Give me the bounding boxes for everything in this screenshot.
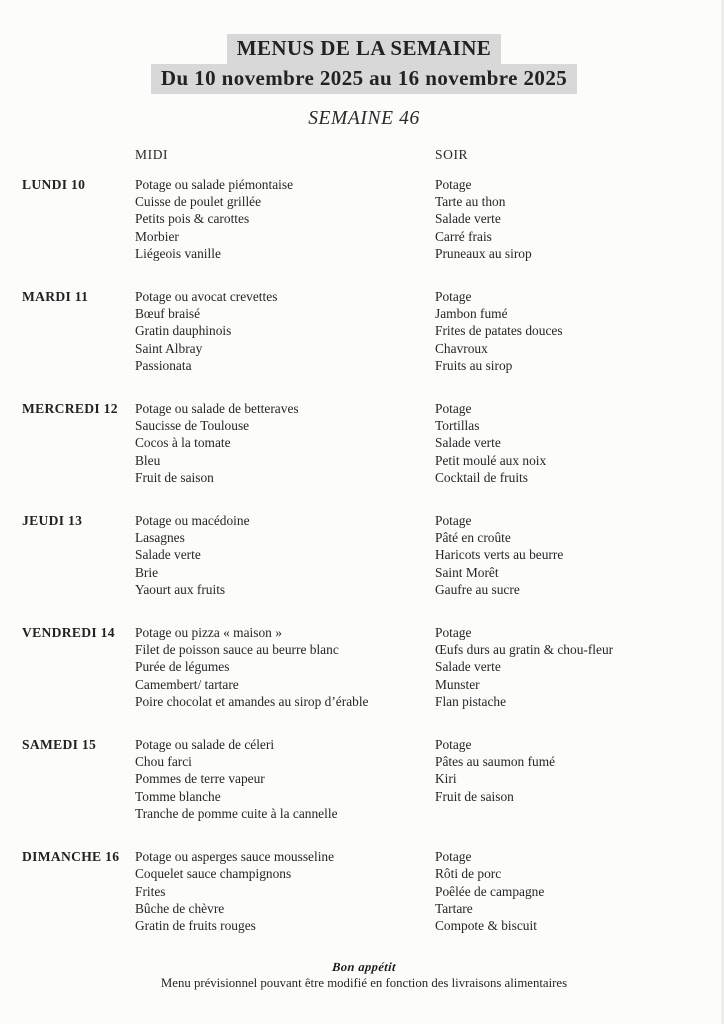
menu-item: Purée de légumes: [135, 659, 230, 675]
soir-items: [435, 288, 706, 374]
column-headers: [22, 147, 706, 163]
midi-items: [135, 848, 435, 934]
menu-item: Potage: [435, 289, 472, 305]
menu-item: Potage ou salade piémontaise: [135, 177, 294, 192]
document-header: [22, 34, 706, 94]
menu-item: Potage: [435, 737, 472, 753]
date-range: Du 10 novembre 2025 au 16 novembre 2025: [151, 64, 577, 94]
menu-item: Saint Morêt: [435, 564, 499, 580]
day-row: [22, 176, 706, 262]
disclaimer-note: Menu prévisionnel pouvant être modifié en fonction des livraisons alimentaires: [160, 976, 568, 991]
day-label: MERCREDI 12: [22, 401, 118, 417]
day-row: [22, 848, 706, 934]
title-line-2: [22, 64, 706, 94]
menu-item: Œufs durs au gratin & chou-fleur: [435, 642, 614, 658]
menu-item: Frites: [135, 883, 166, 899]
menu-item: Saucisse de Toulouse: [135, 418, 250, 434]
menu-item: Jambon fumé: [435, 306, 508, 322]
menu-item: Cuisse de poulet grillée: [135, 194, 262, 210]
day-row: [22, 624, 706, 710]
menu-item: Filet de poisson sauce au beurre blanc: [135, 642, 339, 658]
menu-item: Tomme blanche: [135, 788, 221, 804]
day-row: [22, 400, 706, 486]
midi-items: [135, 736, 435, 822]
menu-item: Potage: [435, 513, 472, 529]
menu-item: Fruits au sirop: [435, 357, 513, 373]
menu-item: Salade verte: [435, 435, 501, 451]
menu-item: Potage ou avocat crevettes: [135, 289, 278, 305]
menu-item: Salade verte: [135, 547, 201, 563]
menu-item: Salade verte: [435, 211, 501, 227]
midi-items: [135, 512, 435, 598]
day-label: JEUDI 13: [22, 513, 83, 529]
menu-item: Potage: [435, 849, 472, 865]
menu-item: Kiri: [435, 771, 457, 787]
menu-item: Camembert/ tartare: [135, 676, 239, 692]
menu-item: Potage ou asperges sauce mousseline: [135, 849, 335, 865]
menu-item: Potage ou macédoine: [135, 513, 250, 529]
menu-item: Passionata: [135, 357, 192, 373]
soir-items: [435, 176, 706, 262]
soir-items: [435, 736, 706, 822]
menu-rows: [22, 176, 706, 934]
menu-item: Brie: [135, 564, 159, 580]
menu-item: Tranche de pomme cuite à la cannelle: [135, 805, 338, 821]
day-label: DIMANCHE 16: [22, 849, 120, 865]
menu-item: Gratin dauphinois: [135, 323, 232, 339]
title-line-1: [22, 34, 706, 64]
day-row: [22, 512, 706, 598]
menu-item: Fruit de saison: [135, 469, 214, 485]
midi-items: [135, 288, 435, 374]
menu-item: Chou farci: [135, 754, 192, 770]
menu-item: Pâtes au saumon fumé: [435, 754, 556, 770]
menu-item: Poêlée de campagne: [435, 883, 545, 899]
menu-item: Pruneaux au sirop: [435, 245, 532, 261]
soir-items: [435, 848, 706, 934]
soir-items: [435, 400, 706, 486]
day-label: LUNDI 10: [22, 177, 86, 192]
menu-item: Potage ou pizza « maison »: [135, 625, 282, 641]
menu-item: Petit moulé aux noix: [435, 452, 547, 468]
menu-item: Morbier: [135, 228, 179, 244]
menu-item: Bûche de chèvre: [135, 900, 225, 916]
column-header-midi: MIDI: [135, 147, 169, 162]
menu-item: Carré frais: [435, 228, 492, 244]
menu-item: Coquelet sauce champignons: [135, 866, 292, 882]
day-row: [22, 288, 706, 374]
column-header-spacer: [22, 147, 135, 163]
menu-item: Liégeois vanille: [135, 245, 221, 261]
menu-item: Poire chocolat et amandes au sirop d’érable: [135, 693, 369, 709]
menu-item: Gaufre au sucre: [435, 581, 520, 597]
soir-items: [435, 624, 706, 710]
menu-item: Frites de patates douces: [435, 323, 563, 339]
menu-item: Flan pistache: [435, 693, 507, 709]
midi-items: [135, 176, 435, 262]
menu-item: Potage ou salade de betteraves: [135, 401, 299, 417]
week-label: SEMAINE 46: [308, 108, 420, 129]
menu-item: Tartare: [435, 900, 473, 916]
menu-item: Haricots verts au beurre: [435, 547, 564, 563]
menu-item: Rôti de porc: [435, 866, 502, 882]
day-row: [22, 736, 706, 822]
day-label: MARDI 11: [22, 289, 89, 305]
menu-item: Pommes de terre vapeur: [135, 771, 265, 787]
midi-items: [135, 624, 435, 710]
menu-item: Fruit de saison: [435, 788, 514, 804]
menu-item: Yaourt aux fruits: [135, 581, 226, 597]
menu-item: Potage ou salade de céleri: [135, 737, 275, 753]
menu-item: Tortillas: [435, 418, 480, 434]
day-label: VENDREDI 14: [22, 625, 115, 641]
day-label: SAMEDI 15: [22, 737, 97, 753]
menu-item: Munster: [435, 676, 480, 692]
menu-item: Potage: [435, 401, 472, 417]
menu-item: Bleu: [135, 452, 161, 468]
document-title: MENUS DE LA SEMAINE: [227, 34, 501, 64]
bon-appetit-text: Bon appétit: [331, 960, 397, 975]
menu-item: Lasagnes: [135, 530, 185, 546]
menu-item: Potage: [435, 177, 472, 192]
midi-items: [135, 400, 435, 486]
menu-item: Bœuf braisé: [135, 306, 201, 322]
menu-item: Salade verte: [435, 659, 501, 675]
menu-item: Chavroux: [435, 340, 488, 356]
menu-item: Tarte au thon: [435, 194, 506, 210]
menu-item: Potage: [435, 625, 472, 641]
menu-item: Saint Albray: [135, 340, 203, 356]
soir-items: [435, 512, 706, 598]
menu-item: Gratin de fruits rouges: [135, 917, 256, 933]
document-footer: [22, 960, 706, 991]
menu-item: Cocos à la tomate: [135, 435, 231, 451]
column-header-soir: SOIR: [435, 147, 469, 162]
menu-item: Petits pois & carottes: [135, 211, 250, 227]
menu-item: Pâté en croûte: [435, 530, 511, 546]
menu-item: Cocktail de fruits: [435, 469, 528, 485]
menu-item: Compote & biscuit: [435, 917, 537, 933]
